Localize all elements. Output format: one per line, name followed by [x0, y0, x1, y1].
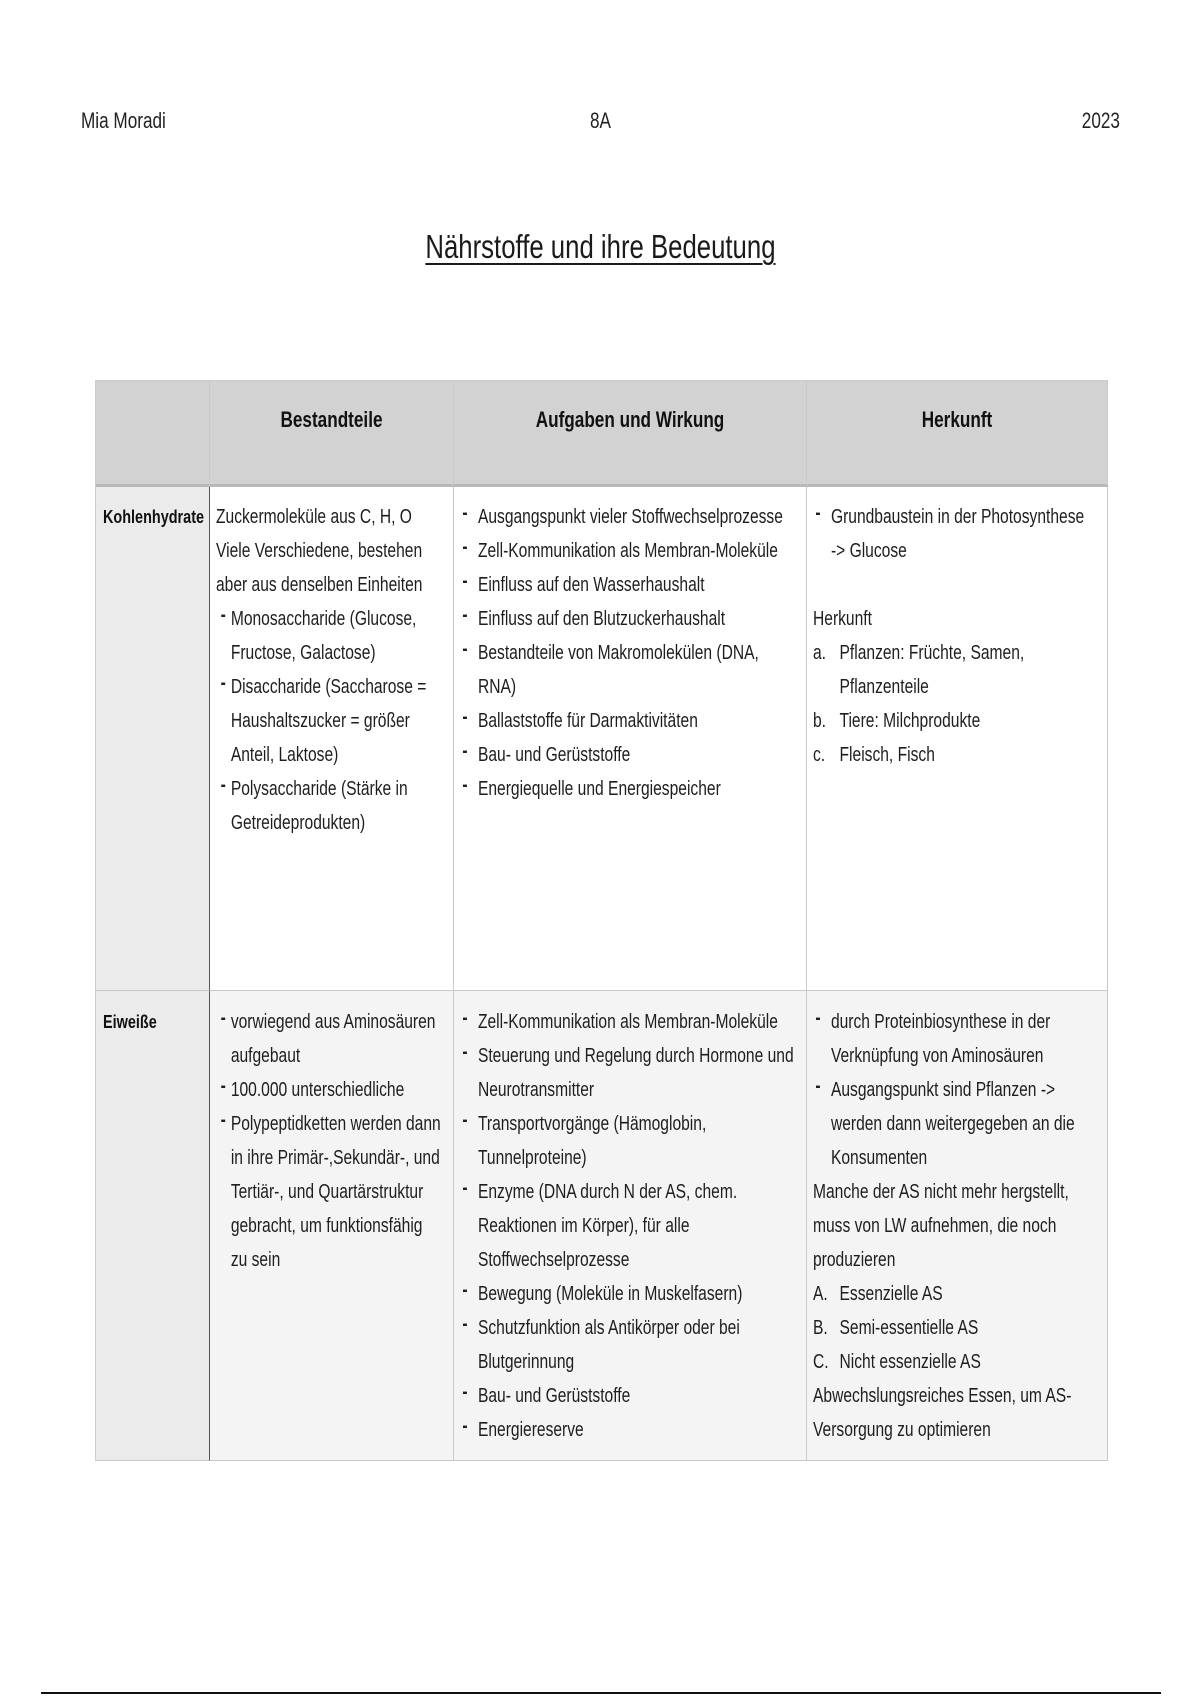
- enum-text: Essenzielle AS: [839, 1283, 943, 1305]
- enum-item: [813, 1277, 1103, 1311]
- list-item: - Einfluss auf den Wasserhaushalt: [460, 568, 802, 602]
- cell-eiweisse-herkunft: [807, 991, 1108, 1461]
- column-header-label: Bestandteile: [280, 407, 383, 432]
- nutrient-table: [95, 380, 1108, 1461]
- list-item: - Enzyme (DNA durch N der AS, chem. Reaktionen im Körper), für alle Stoffwechselprozesse: [460, 1175, 802, 1277]
- list-item: - Zell-Kommunikation als Membran-Moleküle: [460, 534, 802, 568]
- list-item: - Energiequelle und Energiespeicher: [460, 772, 802, 806]
- enum-text: Semi-essentielle AS: [839, 1317, 979, 1339]
- list-item: - Ausgangspunkt sind Pflanzen -> werden dann weitergegeben an die Konsumenten: [813, 1073, 1103, 1175]
- row-label-text: Eiweiße: [103, 1011, 157, 1032]
- page-header-class: [0, 107, 1200, 135]
- enum-item: [813, 704, 1103, 738]
- paragraph: Abwechslungsreiches Essen, um AS- Versorgung zu optimieren: [813, 1385, 1072, 1441]
- enum-item: [813, 738, 1103, 772]
- page-bottom-rule: [41, 1692, 1161, 1694]
- enum-text: Tiere: Milchprodukte: [839, 710, 981, 732]
- list-item: - Disaccharide (Saccharose = Haushaltszucker = größer Anteil, Laktose): [216, 670, 449, 772]
- enum-item: [813, 1345, 1103, 1379]
- list-item: - Ballaststoffe für Darmaktivitäten: [460, 704, 802, 738]
- paragraph: Herkunft: [813, 608, 872, 630]
- list-item: - Bestandteile von Makromolekülen (DNA, RNA): [460, 636, 802, 704]
- enum-text: Pflanzen: Früchte, Samen, Pflanzenteile: [839, 642, 1025, 698]
- enum-item: [813, 636, 1103, 704]
- list-item: - Transportvorgänge (Hämoglobin, Tunnelproteine): [460, 1107, 802, 1175]
- list-item: - Grundbaustein in der Photosynthese -> Glucose: [813, 500, 1103, 568]
- list-item: - vorwiegend aus Aminosäuren aufgebaut: [216, 1005, 449, 1073]
- list-item: - Schutzfunktion als Antikörper oder bei Blutgerinnung: [460, 1311, 802, 1379]
- paragraph: Viele Verschiedene, bestehen aber aus denselben Einheiten: [216, 540, 423, 596]
- row-label-text: Kohlenhydrate: [103, 506, 205, 527]
- enum-marker: a.: [813, 642, 827, 664]
- list-item: - Zell-Kommunikation als Membran-Moleküle: [460, 1005, 802, 1039]
- enum-marker: C.: [813, 1351, 829, 1373]
- list-item: - Polypeptidketten werden dann in ihre Primär-,Sekundär-, und Tertiär-, und Quartärstruktur gebracht, um funktionsfähig zu sein: [216, 1107, 449, 1277]
- enum-marker: B.: [813, 1317, 828, 1339]
- list-item: - Polysaccharide (Stärke in Getreideprodukten): [216, 772, 449, 840]
- list-item: - Monosaccharide (Glucose, Fructose, Galactose): [216, 602, 449, 670]
- page-title-text: Nährstoffe und ihre Bedeutung: [424, 228, 776, 265]
- row-label-kohlenhydrate: [96, 487, 210, 991]
- list-item: - Bau- und Gerüststoffe: [460, 1379, 802, 1413]
- cell-eiweisse-aufgaben: [454, 991, 807, 1461]
- cell-kohlenhydrate-aufgaben: [454, 487, 807, 991]
- cell-kohlenhydrate-bestandteile: [210, 487, 454, 991]
- enum-text: Nicht essenzielle AS: [839, 1351, 981, 1373]
- page-title: [0, 227, 1200, 267]
- column-header-herkunft: [807, 381, 1108, 487]
- cell-kohlenhydrate-herkunft: [807, 487, 1108, 991]
- year-label: 2023: [1081, 108, 1120, 133]
- list-item: - durch Proteinbiosynthese in der Verknüpfung von Aminosäuren: [813, 1005, 1103, 1073]
- page-header-year: [1071, 107, 1120, 135]
- column-header-aufgaben: [454, 381, 807, 487]
- enum-text: Fleisch, Fisch: [839, 744, 935, 766]
- column-header-label: Aufgaben und Wirkung: [535, 407, 725, 432]
- list-item: - Steuerung und Regelung durch Hormone und Neurotransmitter: [460, 1039, 802, 1107]
- list-item: - Ausgangspunkt vieler Stoffwechselprozesse: [460, 500, 802, 534]
- list-item: - Einfluss auf den Blutzuckerhaushalt: [460, 602, 802, 636]
- list-item: - Energiereserve: [460, 1413, 802, 1447]
- enum-item: [813, 1311, 1103, 1345]
- enum-marker: A.: [813, 1283, 828, 1305]
- list-item: - 100.000 unterschiedliche: [216, 1073, 449, 1107]
- paragraph: Zuckermoleküle aus C, H, O: [216, 506, 412, 528]
- class-label: 8A: [589, 108, 611, 133]
- author-name: Mia Moradi: [81, 108, 166, 133]
- column-header-label: Herkunft: [921, 407, 993, 432]
- cell-eiweisse-bestandteile: [210, 991, 454, 1461]
- enum-marker: b.: [813, 710, 827, 732]
- paragraph: Manche der AS nicht mehr hergstellt, muss von LW aufnehmen, die noch produzieren: [813, 1181, 1069, 1271]
- list-item: - Bewegung (Moleküle in Muskelfasern): [460, 1277, 802, 1311]
- list-item: - Bau- und Gerüststoffe: [460, 738, 802, 772]
- column-header-bestandteile: [210, 381, 454, 487]
- enum-marker: c.: [813, 744, 826, 766]
- column-header-empty: [96, 381, 210, 487]
- row-label-eiweisse: [96, 991, 210, 1461]
